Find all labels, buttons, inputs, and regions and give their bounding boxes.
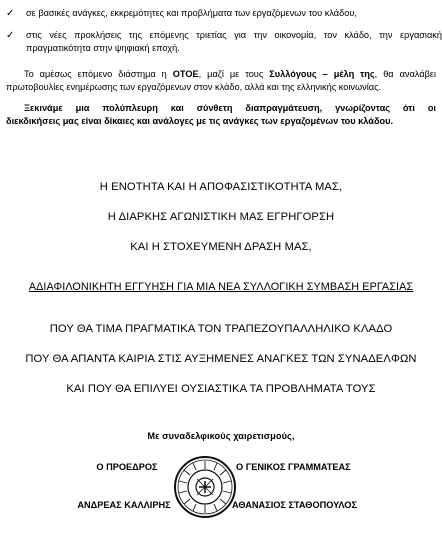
paragraph-line: πρωτοβουλίες ενημέρωσης των εργαζόμενων στον κλάδο, αλλά και της ελληνικής κοινωνίας. [6,82,382,92]
president-title: Ο ΠΡΟΕΔΡΟΣ [96,462,158,472]
secretary-title: Ο ΓΕΝΙΚΟΣ ΓΡΑΜΜΑΤΕΑΣ [236,462,351,472]
president-name: ΑΝΔΡΕΑΣ ΚΑΛΛΙΡΗΣ [77,500,171,510]
org-name: ΟΤΟΕ [172,69,199,79]
paragraph-line [6,68,436,81]
bullet-text-line1: στις νέες προκλήσεις της επόμενης τριετίας για την οικονομία, τον κλάδο, την εργασιακή [26,30,442,40]
bullet-item [6,29,442,55]
organization-seal-icon [173,455,237,519]
paragraph-text: Το αμέσως επόμενο διάστημα η [24,69,173,79]
bullet-text: σε βασικές ανάγκες, εκκρεμότητες και προβλήματα των εργαζόμενων του κλάδου, [26,8,357,18]
checkmark-icon: ✓ [6,8,15,19]
closing-slogan: ΠΟΥ ΘΑ ΤΙΜΑ ΠΡΑΓΜΑΤΙΚΑ ΤΟΝ ΤΡΑΠΕΖΟΥΠΑΛΛΗΛΙΚΟ ΚΛΑΔΟ [49,323,393,335]
secretary-name: ΑΘΑΝΑΣΙΟΣ ΣΤΑΘΟΠΟΥΛΟΣ [232,500,357,510]
slogan-line: Η ΔΙΑΡΚΗΣ ΑΓΩΝΙΣΤΙΚΗ ΜΑΣ ΕΓΡΗΓΟΡΣΗ [107,211,335,223]
slogan-line: ΚΑΙ Η ΣΤΟΧΕΥΜΕΝΗ ΔΡΑΣΗ ΜΑΣ, [130,241,312,253]
bullet-text-line2: πραγματικότητα στην ψηφιακή εποχή. [26,43,180,53]
paragraph-text: , θα αναλάβει [374,69,436,79]
checkmark-icon: ✓ [6,30,15,41]
paragraph-text: , μαζί με τους [198,69,270,79]
greeting: Με συναδελφικούς χαιρετισμούς, [147,431,295,441]
slogan-line: Η ΕΝΟΤΗΤΑ ΚΑΙ Η ΑΠΟΦΑΣΙΣΤΙΚΟΤΗΤΑ ΜΑΣ, [99,181,343,193]
associations-text: Συλλόγους – μέλη της [269,69,375,79]
closing-slogan: ΠΟΥ ΘΑ ΑΠΑΝΤΑ ΚΑΙΡΙΑ ΣΤΙΣ ΑΥΞΗΜΕΝΕΣ ΑΝΑΓΚΕΣ ΤΩΝ ΣΥΝΑΔΕΛΦΩΝ [25,353,417,365]
paragraph-line: διεκδικήσεις μας είναι δίκαιες και ανάλογες με τις ανάγκες των εργαζομένων του κλάδου. [6,116,394,126]
closing-slogan: ΚΑΙ ΠΟΥ ΘΑ ΕΠΙΛΥΕΙ ΟΥΣΙΑΣΤΙΚΑ ΤΑ ΠΡΟΒΛΗΜΑΤΑ ΤΟΥΣ [66,383,376,395]
main-slogan: ΑΔΙΑΦΙΛΟΝΙΚΗΤΗ ΕΓΓΥΗΣΗ ΓΙΑ ΜΙΑ ΝΕΑ ΣΥΛΛΟΓΙΚΗ ΣΥΜΒΑΣΗ ΕΡΓΑΣΙΑΣ [28,281,414,293]
bullet-item [6,7,442,20]
paragraph-line: Ξεκινάμε μια πολύπλευρη και σύνθετη διαπραγμάτευση, γνωρίζοντας ότι οι [24,103,436,113]
